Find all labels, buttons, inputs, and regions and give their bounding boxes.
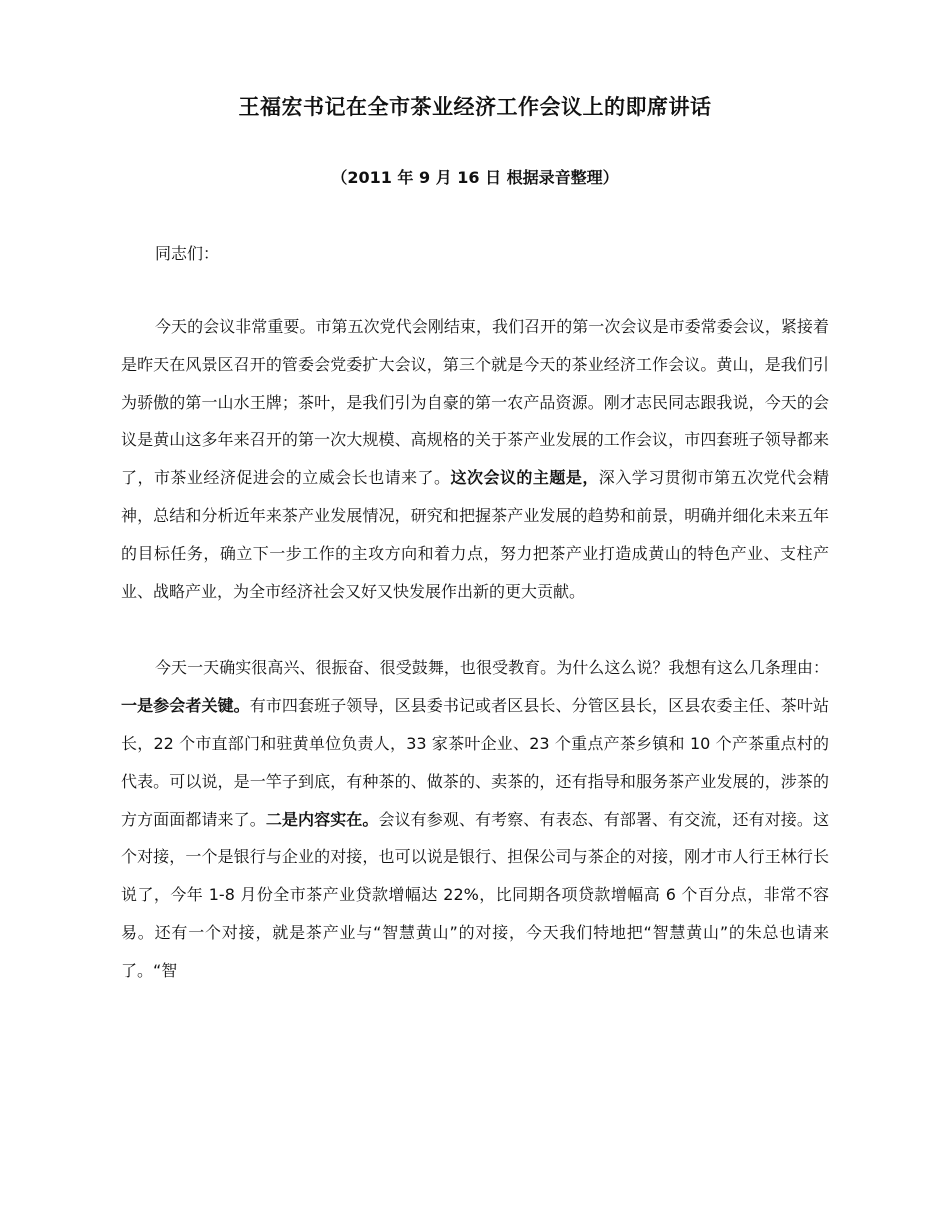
paragraph-1-bold-1: 这次会议的主题是， (450, 468, 599, 488)
paragraph-2-text-3: 会议有参观、有考察、有表态、有部署、有交流，还有对接。这个对接，一个是银行与企业的对接，也可以说是银行、担保公司与茶企的对接，刚才市人行王林行长说了，今年 1-8 月份全市茶产业贷款增幅达 22%，比同期各项贷款增幅高 6 个百分点，非常不容易。还有一个对接，就是茶产业与“智慧黄山”的对接，今天我们特地把“智慧黄山”的朱总也请来了。“智 (121, 809, 829, 980)
paragraph-2 (121, 649, 829, 989)
document-subtitle: （2011 年 9 月 16 日 根据录音整理） (331, 168, 619, 187)
paragraph-2-bold-1: 一是参会者关键。 (121, 696, 250, 716)
document-title: 王福宏书记在全市茶业经济工作会议上的即席讲话 (238, 95, 712, 119)
paragraph-1 (121, 308, 829, 610)
paragraph-1-text-1: 今天的会议非常重要。市第五次党代会刚结束，我们召开的第一次会议是市委常委会议，紧接着是昨天在风景区召开的管委会党委扩大会议，第三个就是今天的茶业经济工作会议。黄山，是我们引为骄傲的第一山水王牌；茶叶，是我们引为自豪的第一农产品资源。刚才志民同志跟我说，今天的会议是黄山这多年来召开的第一次大规模、高规格的关于茶产业发展的工作会议，市四套班子领导都来了，市茶业经济促进会的立威会长也请来了。 (121, 317, 829, 488)
paragraph-2-text-1: 今天一天确实很高兴、很振奋、很受鼓舞，也很受教育。为什么这么说？我想有这么几条理由： (155, 658, 829, 678)
paragraph-1-text-2: 深入学习贯彻市第五次党代会精神，总结和分析近年来茶产业发展情况，研究和把握茶产业发展的趋势和前景，明确并细化未来五年的目标任务，确立下一步工作的主攻方向和着力点，努力把茶产业打造成黄山的特色产业、支柱产业、战略产业，为全市经济社会又好又快发展作出新的更大贡献。 (121, 468, 829, 601)
paragraph-2-text-2: 有市四套班子领导，区县委书记或者区县长、分管区县长，区县农委主任、茶叶站长，22 个市直部门和驻黄单位负责人，33 家茶叶企业、23 个重点产茶乡镇和 10 个产茶重点村的代表。可以说，是一竿子到底，有种茶的、做茶的、卖茶的，还有指导和服务茶产业发展的，涉茶的方方面面都请来了。 (121, 696, 829, 829)
document-page (0, 92, 950, 1221)
paragraph-2-bold-2: 二是内容实在。 (265, 809, 379, 829)
salutation: 同志们： (155, 244, 220, 263)
